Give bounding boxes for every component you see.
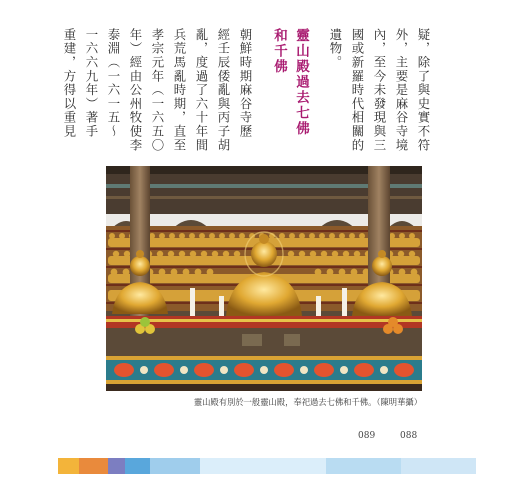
text-column: 兵荒馬亂時期，直至 [172,28,187,153]
color-band-segment [58,458,79,474]
section-heading: 和千佛 [271,28,287,75]
text-column: 重建，方得以重見 [62,28,77,139]
photo-caption: 靈山殿有別於一般靈山殿，奉祀過去七佛和千佛。（陳明華攝） [193,397,422,407]
color-band-segment [125,458,150,474]
page-number-left: 089 [358,431,376,441]
text-column: 外，主要是麻谷寺境 [394,28,409,153]
color-band [58,458,476,474]
buddha-hall-illustration [106,166,422,391]
text-column: 內，至今未發現與三 [372,28,387,153]
vertical-text-block [58,28,434,164]
color-band-segment [150,458,200,474]
color-band-segment [326,458,401,474]
temple-hall-photo [106,166,422,391]
color-band-segment [401,458,476,474]
text-column: 遺物。 [328,28,343,70]
color-band-segment [79,458,108,474]
text-column: 亂，度過了六十年間 [194,28,209,153]
text-column: 泰淵（一六一五～ [106,28,121,139]
text-column: 經壬辰倭亂與丙子胡 [216,28,231,153]
text-column: 疑，除了與史實不符 [416,28,431,153]
text-column: 一六六九年）著手 [84,28,99,139]
text-column: 國或新羅時代相關的 [350,28,365,153]
section-heading: 靈山殿過去七佛 [293,28,309,137]
text-column: 朝鮮時期麻谷寺歷 [238,28,253,139]
color-band-segment [200,458,325,474]
page-number-right: 088 [400,431,418,441]
text-column: 孝宗元年（一六五〇 [150,28,165,153]
color-band-segment [108,458,125,474]
text-column: 年）經由公州牧使李 [128,28,143,153]
